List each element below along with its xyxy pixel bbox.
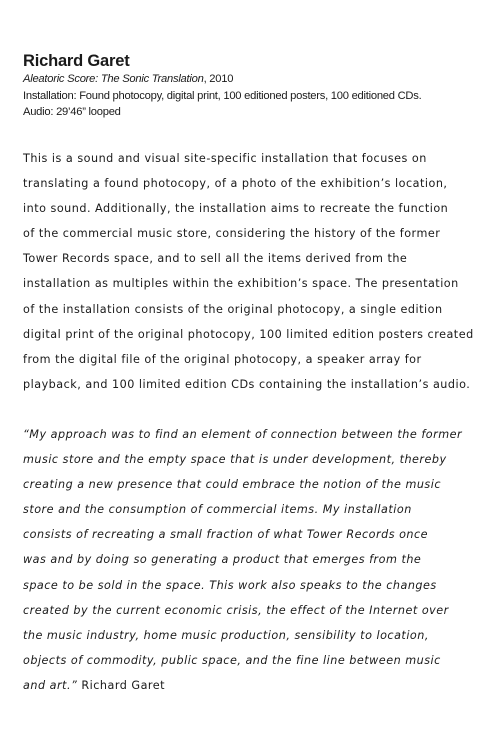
quote-attribution: Richard Garet bbox=[77, 678, 166, 692]
quote-line: consists of recreating a small fraction of what Tower Records once bbox=[23, 528, 429, 542]
paragraph-line: of the installation consists of the original photocopy, a single edition bbox=[23, 302, 443, 316]
paragraph-line: installation as multiples within the exhibition’s space. The presentation bbox=[23, 277, 459, 291]
work-year: , 2010 bbox=[203, 73, 234, 85]
paragraph-line: playback, and 100 limited edition CDs containing the installation’s audio. bbox=[23, 377, 471, 391]
paragraph-line: into sound. Additionally, the installation aims to recreate the function bbox=[23, 202, 449, 216]
quote-line: music store and the empty space that is under development, thereby bbox=[23, 453, 447, 467]
installation-materials: Installation: Found photocopy, digital print, 100 editioned posters, 100 editioned CDs. bbox=[23, 89, 422, 102]
paragraph-line: Tower Records space, and to sell all the items derived from the bbox=[23, 252, 408, 266]
audio-duration: Audio: 29’46” looped bbox=[23, 106, 121, 118]
quote-line: was and by doing so generating a product that emerges from the bbox=[23, 553, 422, 567]
quote-line: store and the consumption of commercial items. My installation bbox=[23, 503, 412, 517]
quote-line: creating a new presence that could embrace the notion of the music bbox=[23, 478, 442, 492]
artist-quote bbox=[23, 422, 462, 698]
work-title: Aleatoric Score: The Sonic Translation bbox=[23, 73, 204, 85]
document-page bbox=[23, 51, 493, 692]
quote-closing: and art.” bbox=[23, 678, 78, 692]
artist-name: Richard Garet bbox=[23, 52, 130, 70]
description-paragraph bbox=[23, 146, 474, 397]
work-title-line bbox=[23, 71, 493, 88]
quote-line: objects of commodity, public space, and the fine line between music bbox=[23, 653, 441, 667]
paragraph-line: digital print of the original photocopy, 100 limited edition posters created bbox=[23, 327, 474, 341]
quote-line bbox=[23, 673, 462, 698]
paragraph-line: from the digital file of the original photocopy, a speaker array for bbox=[23, 352, 422, 366]
quote-line: “My approach was to find an element of connection between the former bbox=[23, 428, 463, 441]
quote-line: the music industry, home music production, sensibility to location, bbox=[23, 628, 429, 642]
quote-line: created by the current economic crisis, the effect of the Internet over bbox=[23, 603, 449, 617]
paragraph-line: translating a found photocopy, of a photo of the exhibition’s location, bbox=[23, 177, 448, 191]
paragraph-line: of the commercial music store, considering the history of the former bbox=[23, 227, 441, 241]
paragraph-line: This is a sound and visual site-specific installation that focuses on bbox=[23, 152, 427, 165]
quote-line: space to be sold in the space. This work also speaks to the changes bbox=[23, 578, 437, 592]
